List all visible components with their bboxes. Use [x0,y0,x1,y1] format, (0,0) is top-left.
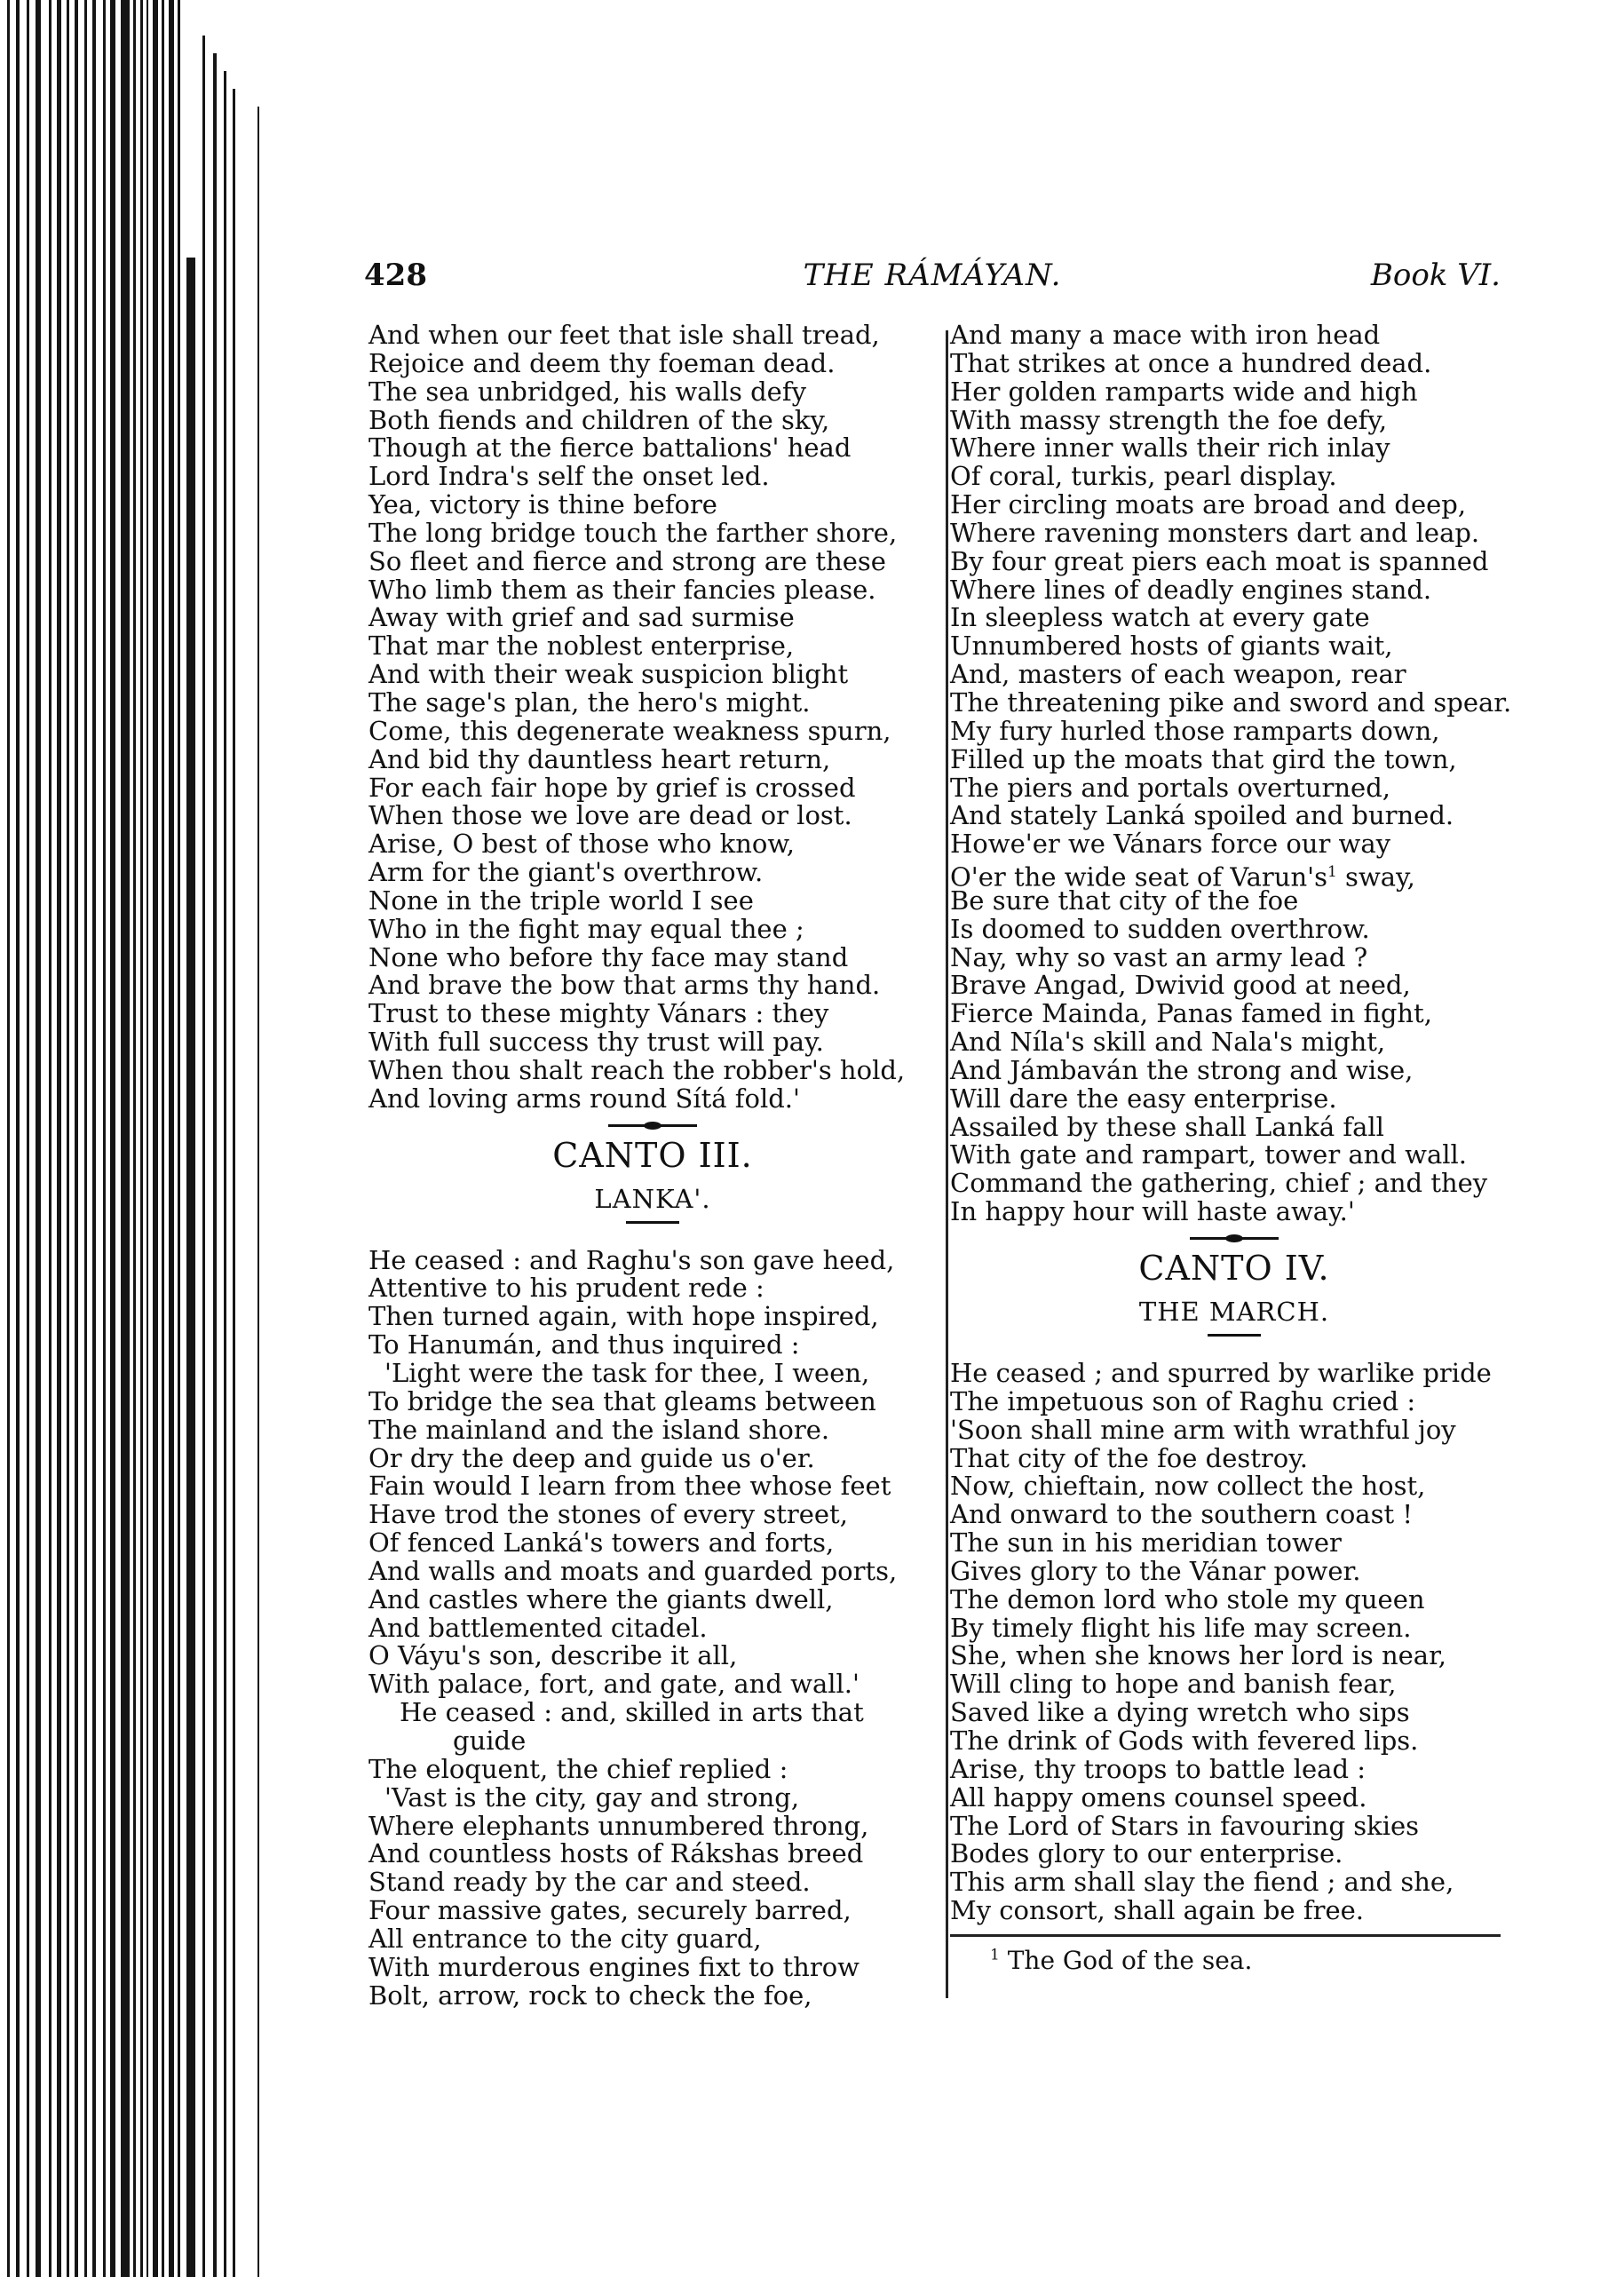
verse-line: Be sure that city of the foe [950,885,1299,916]
verse-line: With palace, fort, and gate, and wall.' [368,1669,860,1700]
verse-line: 'Soon shall mine arm with wrathful joy [950,1414,1456,1445]
verse-line: With gate and rampart, tower and wall. [950,1139,1468,1170]
verse-line: Trust to these mighty Vánars : they [368,998,829,1029]
canto-heading [950,1237,1518,1337]
footnote-reference: 1 [1327,863,1337,882]
footnote-marker: 1 [990,1946,1000,1964]
verse-line: Will dare the easy enterprise. [950,1083,1337,1114]
verse-line: With murderous engines fixt to throw [368,1951,860,1982]
verse-line: And loving arms round Sítá fold.' [368,1083,800,1114]
verse-line: Arise, O best of those who know, [368,829,795,860]
verse-line: And stately Lanká spoiled and burned. [950,800,1454,831]
verse-line: Is doomed to sudden overthrow. [950,913,1370,944]
verse-line: Her circling moats are broad and deep, [950,489,1467,520]
verse-line: To Hanumán, and thus inquired : [368,1329,800,1361]
verse-line: So fleet and fierce and strong are these [368,545,886,576]
verse-line: For each fair hope by grief is crossed [368,772,856,803]
book-reference: Book VI. [1370,258,1501,293]
verse-line: Filled up the moats that gird the town, [950,743,1457,774]
verse-line: All entrance to the city guard, [368,1923,762,1954]
verse-line: Gives glory to the Vánar power. [950,1555,1361,1586]
verse-line: Saved like a dying wretch who sips [950,1697,1410,1728]
verse-line: Fierce Mainda, Panas famed in fight, [950,998,1432,1029]
verse-line: Howe'er we Vánars force our way [950,829,1391,860]
left-column [368,321,937,2010]
verse-line: Now, chieftain, now collect the host, [950,1471,1426,1502]
verse-line: The sun in his meridian tower [950,1527,1342,1559]
verse-line: That mar the noblest enterprise, [368,631,795,662]
column-divider [946,330,948,1998]
verse-line: And with their weak suspicion blight [368,659,849,690]
verse-line: Unnumbered hosts of giants wait, [950,631,1393,662]
verse-line: Brave Angad, Dwivid good at need, [950,970,1411,1001]
verse-line: 'Vast is the city, gay and strong, [384,1781,800,1813]
verse-line: With massy strength the foe defy, [950,404,1388,435]
verse-line: 'Light were the task for thee, I ween, [384,1358,870,1388]
short-rule [1208,1334,1261,1337]
verse-line: My consort, shall again be free. [950,1895,1364,1926]
verse-line: Where lines of deadly engines stand. [950,574,1432,605]
verse-line: When those we love are dead or lost. [368,800,852,831]
verse-line: And Jámbaván the strong and wise, [950,1054,1414,1085]
verse-line: The sea unbridged, his walls defy [368,376,806,407]
verse-line: That strikes at once a hundred dead. [950,347,1432,378]
verse-line: My fury hurled those ramparts down, [950,715,1440,746]
verse-line: And onward to the southern coast ! [950,1499,1414,1530]
verse-line: By timely flight his life may screen. [950,1612,1412,1643]
verse-line: Nay, why so vast an army lead ? [950,941,1368,972]
canto-title: CANTO III. [552,1135,753,1175]
verse-line: Lord Indra's self the onset led. [368,461,770,492]
verse-line: Fain would I learn from thee whose feet [368,1471,891,1502]
verse-text-tail: sway, [1336,861,1415,893]
verse-line: Of fenced Lanká's towers and forts, [368,1527,835,1559]
verse-line: In happy hour will haste away.' [950,1196,1355,1227]
verse-line: And brave the bow that arms thy hand. [368,970,881,1001]
verse-line: The demon lord who stole my queen [950,1583,1425,1615]
verse-line: He ceased ; and spurred by warlike pride [950,1358,1492,1388]
verse-line: The long bridge touch the farther shore, [368,517,898,548]
ornamental-rule [1190,1237,1279,1240]
verse-line: Will cling to hope and banish fear, [950,1669,1397,1700]
running-title: THE RÁMÁYAN. [803,258,1062,293]
verse-line: Then turned again, with hope inspired, [368,1301,879,1332]
verse-line: The impetuous son of Raghu cried : [950,1385,1416,1416]
verse-line: Command the gathering, chief ; and they [950,1168,1488,1199]
verse-line: Come, this degenerate weakness spurn, [368,715,891,746]
verse-line: He ceased : and, skilled in arts that [400,1697,864,1728]
canto-title: CANTO IV. [1138,1249,1330,1288]
verse-line: Attentive to his prudent rede : [368,1273,764,1304]
verse-line: The Lord of Stars in favouring skies [950,1810,1420,1841]
verse-line: Away with grief and sad surmise [368,602,795,633]
verse-line: Four massive gates, securely barred, [368,1895,852,1926]
footnote-rule [950,1934,1501,1937]
verse-line: Have trod the stones of every street, [368,1499,848,1530]
verse-line: All happy omens counsel speed. [950,1781,1367,1813]
verse-line: This arm shall slay the fiend ; and she, [950,1867,1454,1898]
short-rule [626,1221,679,1224]
verse-line: In sleepless watch at every gate [950,602,1370,633]
verse-line: That city of the foe destroy. [950,1442,1308,1473]
verse-line: Rejoice and deem thy foeman dead. [368,347,836,378]
verse-line: And countless hosts of Rákshas breed [368,1838,864,1869]
verse-line: And battlemented citadel. [368,1612,708,1643]
verse-line: O Váyu's son, describe it all, [368,1640,738,1671]
verse-line: She, when she knows her lord is near, [950,1640,1446,1671]
verse-line: And castles where the giants dwell, [368,1583,834,1615]
verse-line: Where ravening monsters dart and leap. [950,517,1480,548]
verse-line: Of coral, turkis, pearl display. [950,461,1337,492]
verse-line: Or dry the deep and guide us o'er. [368,1442,815,1473]
verse-line: guide [453,1725,527,1756]
footnote [950,1946,1518,1975]
verse-line: Who limb them as their fancies please. [368,574,876,605]
verse-line: He ceased : and Raghu's son gave heed, [368,1244,895,1275]
verse-line: And Níla's skill and Nala's might, [950,1027,1386,1058]
verse-line: And many a mace with iron head [950,320,1381,350]
verse-line: And walls and moats and guarded ports, [368,1555,898,1586]
verse-line: Bolt, arrow, rock to check the foe, [368,1979,812,2011]
verse-line: Her golden ramparts wide and high [950,376,1418,407]
page-number: 428 [364,258,427,293]
verse-line: The eloquent, the chief replied : [368,1753,788,1784]
verse-line: Arm for the giant's overthrow. [368,857,764,888]
footnote-text: The God of the sea. [1007,1945,1253,1975]
verse-line: Yea, victory is thine before [368,489,717,520]
verse-line-with-footnote-ref [950,859,1518,893]
book-binding-edge [0,0,284,2277]
verse-line: With full success thy trust will pay. [368,1027,824,1058]
verse-line: Bodes glory to our enterprise. [950,1838,1343,1869]
verse-line: And when our feet that isle shall tread, [368,320,880,350]
verse-line: Who in the fight may equal thee ; [368,913,804,944]
verse-line: Where elephants unnumbered throng, [368,1810,869,1841]
canto-subtitle: LANKA'. [594,1183,711,1214]
ornamental-rule [608,1124,697,1127]
verse-line: By four great piers each moat is spanned [950,545,1489,576]
verse-line: The sage's plan, the hero's might. [368,686,811,718]
verse-line: Where inner walls their rich inlay [950,432,1390,464]
verse-line: Assailed by these shall Lanká fall [950,1111,1384,1142]
verse-line: None who before thy face may stand [368,941,849,972]
canto-subtitle: THE MARCH. [1138,1297,1330,1327]
verse-line: The piers and portals overturned, [950,772,1391,803]
verse-line: Though at the fierce battalions' head [368,432,852,464]
running-header [364,258,1501,302]
verse-line: Both fiends and children of the sky, [368,404,830,435]
canto-heading [368,1124,937,1224]
verse-text: O'er the wide seat of Varun's [950,861,1328,893]
verse-line: Stand ready by the car and steed. [368,1867,811,1898]
verse-line: The drink of Gods with fevered lips. [950,1725,1419,1756]
verse-line: And bid thy dauntless heart return, [368,743,831,774]
verse-line: The mainland and the island shore. [368,1414,830,1445]
verse-line: The threatening pike and sword and spear. [950,686,1512,718]
verse-line: When thou shalt reach the robber's hold, [368,1054,906,1085]
verse-line: None in the triple world I see [368,885,754,916]
verse-line: To bridge the sea that gleams between [368,1385,876,1416]
verse-line: Arise, thy troops to battle lead : [950,1753,1367,1784]
right-column [950,321,1518,1975]
verse-line: And, masters of each weapon, rear [950,659,1406,690]
